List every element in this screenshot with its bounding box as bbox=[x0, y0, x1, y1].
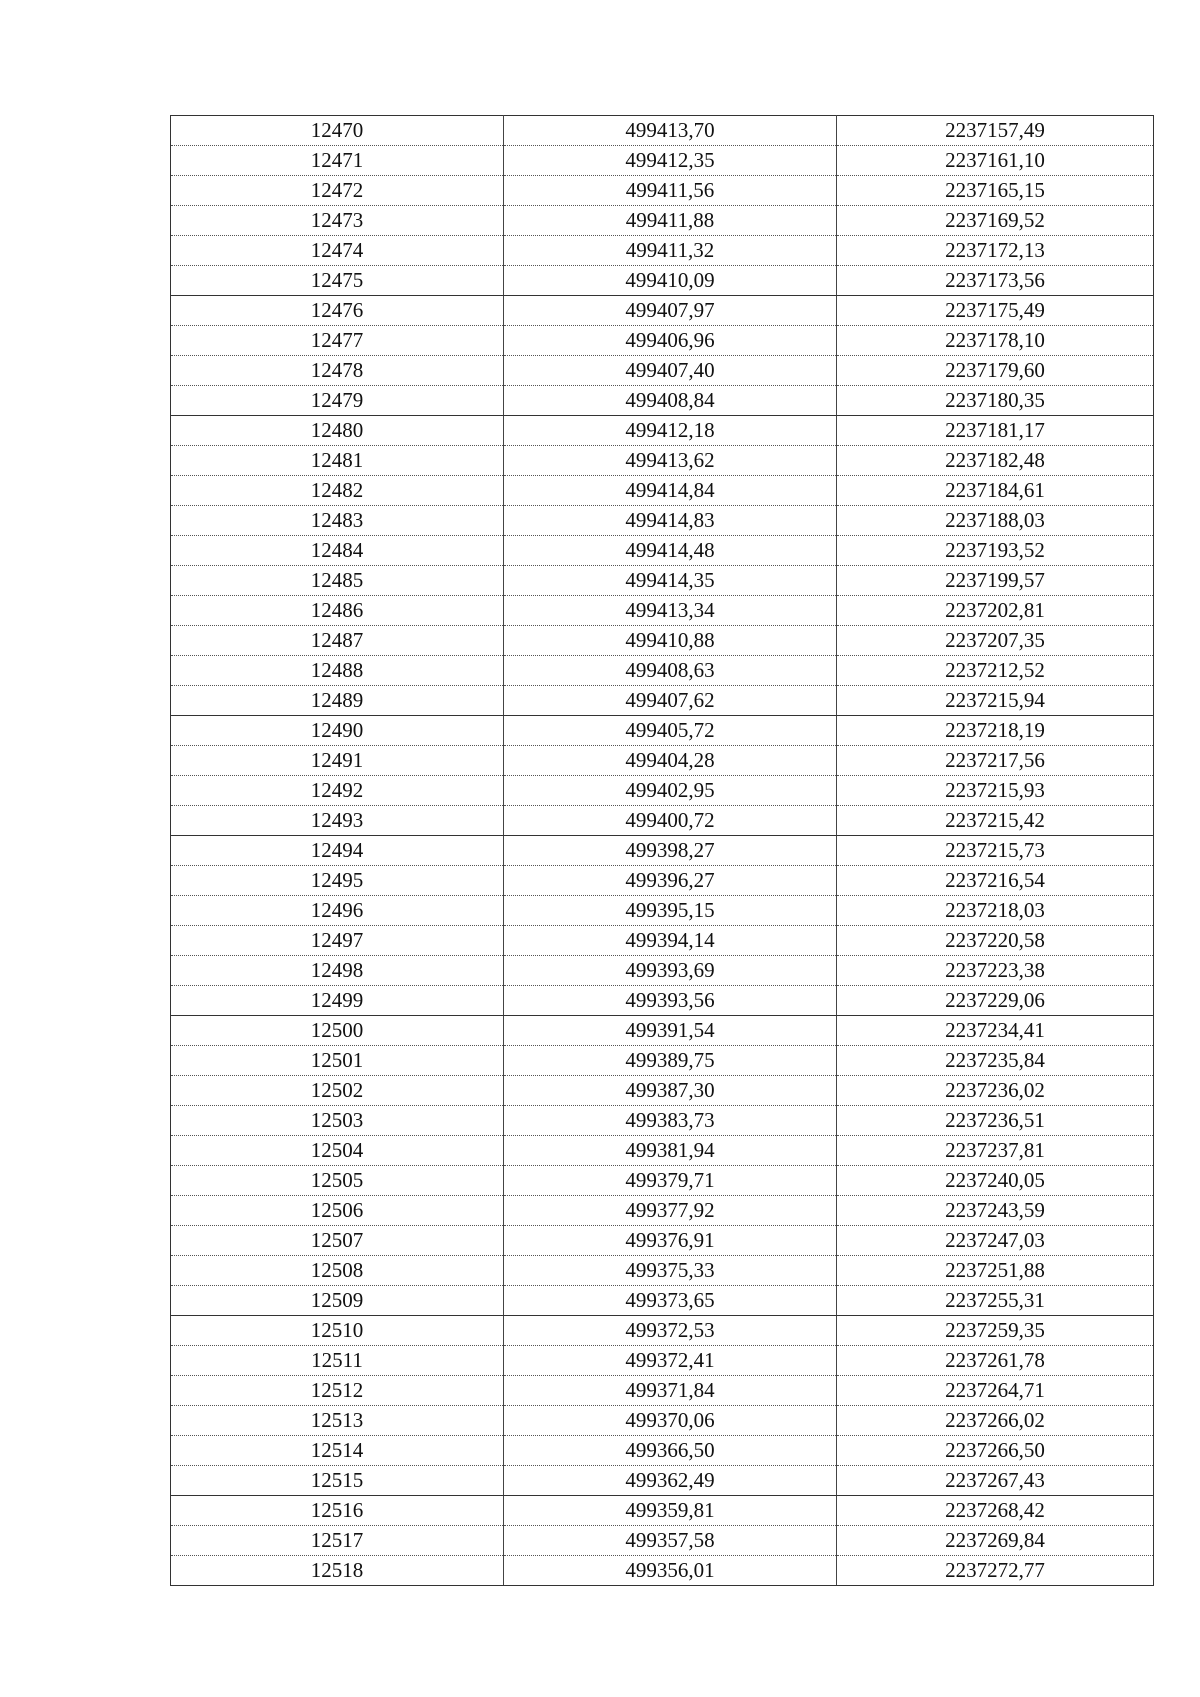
x-coordinate-cell: 499389,75 bbox=[504, 1046, 837, 1076]
y-coordinate-cell: 2237188,03 bbox=[837, 506, 1154, 536]
point-number-cell: 12510 bbox=[171, 1316, 504, 1346]
table-row bbox=[171, 1076, 1154, 1106]
point-number-cell: 12485 bbox=[171, 566, 504, 596]
table-row bbox=[171, 206, 1154, 236]
y-coordinate-cell: 2237247,03 bbox=[837, 1226, 1154, 1256]
y-coordinate-cell: 2237269,84 bbox=[837, 1526, 1154, 1556]
x-coordinate-cell: 499400,72 bbox=[504, 806, 837, 836]
point-number-cell: 12502 bbox=[171, 1076, 504, 1106]
table-row bbox=[171, 1166, 1154, 1196]
table-row bbox=[171, 326, 1154, 356]
y-coordinate-cell: 2237216,54 bbox=[837, 866, 1154, 896]
y-coordinate-cell: 2237261,78 bbox=[837, 1346, 1154, 1376]
y-coordinate-cell: 2237217,56 bbox=[837, 746, 1154, 776]
y-coordinate-cell: 2237215,73 bbox=[837, 836, 1154, 866]
point-number-cell: 12506 bbox=[171, 1196, 504, 1226]
point-number-cell: 12475 bbox=[171, 266, 504, 296]
table-row bbox=[171, 296, 1154, 326]
x-coordinate-cell: 499405,72 bbox=[504, 716, 837, 746]
y-coordinate-cell: 2237184,61 bbox=[837, 476, 1154, 506]
y-coordinate-cell: 2237215,94 bbox=[837, 686, 1154, 716]
x-coordinate-cell: 499410,88 bbox=[504, 626, 837, 656]
y-coordinate-cell: 2237199,57 bbox=[837, 566, 1154, 596]
point-number-cell: 12505 bbox=[171, 1166, 504, 1196]
y-coordinate-cell: 2237235,84 bbox=[837, 1046, 1154, 1076]
table-row bbox=[171, 416, 1154, 446]
x-coordinate-cell: 499408,63 bbox=[504, 656, 837, 686]
point-number-cell: 12507 bbox=[171, 1226, 504, 1256]
point-number-cell: 12481 bbox=[171, 446, 504, 476]
point-number-cell: 12476 bbox=[171, 296, 504, 326]
point-number-cell: 12473 bbox=[171, 206, 504, 236]
y-coordinate-cell: 2237234,41 bbox=[837, 1016, 1154, 1046]
x-coordinate-cell: 499414,48 bbox=[504, 536, 837, 566]
point-number-cell: 12503 bbox=[171, 1106, 504, 1136]
y-coordinate-cell: 2237181,17 bbox=[837, 416, 1154, 446]
point-number-cell: 12498 bbox=[171, 956, 504, 986]
y-coordinate-cell: 2237240,05 bbox=[837, 1166, 1154, 1196]
x-coordinate-cell: 499407,97 bbox=[504, 296, 837, 326]
x-coordinate-cell: 499411,56 bbox=[504, 176, 837, 206]
point-number-cell: 12509 bbox=[171, 1286, 504, 1316]
y-coordinate-cell: 2237272,77 bbox=[837, 1556, 1154, 1586]
y-coordinate-cell: 2237259,35 bbox=[837, 1316, 1154, 1346]
y-coordinate-cell: 2237172,13 bbox=[837, 236, 1154, 266]
y-coordinate-cell: 2237182,48 bbox=[837, 446, 1154, 476]
point-number-cell: 12499 bbox=[171, 986, 504, 1016]
y-coordinate-cell: 2237175,49 bbox=[837, 296, 1154, 326]
point-number-cell: 12497 bbox=[171, 926, 504, 956]
x-coordinate-cell: 499394,14 bbox=[504, 926, 837, 956]
table-row bbox=[171, 956, 1154, 986]
y-coordinate-cell: 2237267,43 bbox=[837, 1466, 1154, 1496]
y-coordinate-cell: 2237220,58 bbox=[837, 926, 1154, 956]
table-row bbox=[171, 1286, 1154, 1316]
table-row bbox=[171, 116, 1154, 146]
x-coordinate-cell: 499412,18 bbox=[504, 416, 837, 446]
table-row bbox=[171, 1436, 1154, 1466]
y-coordinate-cell: 2237212,52 bbox=[837, 656, 1154, 686]
point-number-cell: 12508 bbox=[171, 1256, 504, 1286]
point-number-cell: 12472 bbox=[171, 176, 504, 206]
y-coordinate-cell: 2237266,50 bbox=[837, 1436, 1154, 1466]
point-number-cell: 12495 bbox=[171, 866, 504, 896]
table-row bbox=[171, 926, 1154, 956]
table-row bbox=[171, 236, 1154, 266]
point-number-cell: 12488 bbox=[171, 656, 504, 686]
x-coordinate-cell: 499376,91 bbox=[504, 1226, 837, 1256]
y-coordinate-cell: 2237202,81 bbox=[837, 596, 1154, 626]
y-coordinate-cell: 2237255,31 bbox=[837, 1286, 1154, 1316]
point-number-cell: 12496 bbox=[171, 896, 504, 926]
point-number-cell: 12479 bbox=[171, 386, 504, 416]
table-row bbox=[171, 1496, 1154, 1526]
point-number-cell: 12477 bbox=[171, 326, 504, 356]
table-row bbox=[171, 1106, 1154, 1136]
table-row bbox=[171, 746, 1154, 776]
x-coordinate-cell: 499414,83 bbox=[504, 506, 837, 536]
x-coordinate-cell: 499402,95 bbox=[504, 776, 837, 806]
x-coordinate-cell: 499407,62 bbox=[504, 686, 837, 716]
x-coordinate-cell: 499410,09 bbox=[504, 266, 837, 296]
x-coordinate-cell: 499387,30 bbox=[504, 1076, 837, 1106]
point-number-cell: 12478 bbox=[171, 356, 504, 386]
table-row bbox=[171, 1046, 1154, 1076]
y-coordinate-cell: 2237179,60 bbox=[837, 356, 1154, 386]
y-coordinate-cell: 2237264,71 bbox=[837, 1376, 1154, 1406]
table-row bbox=[171, 146, 1154, 176]
x-coordinate-cell: 499391,54 bbox=[504, 1016, 837, 1046]
table-row bbox=[171, 626, 1154, 656]
point-number-cell: 12518 bbox=[171, 1556, 504, 1586]
y-coordinate-cell: 2237215,42 bbox=[837, 806, 1154, 836]
table-row bbox=[171, 1016, 1154, 1046]
table-row bbox=[171, 686, 1154, 716]
x-coordinate-cell: 499414,35 bbox=[504, 566, 837, 596]
table-row bbox=[171, 1226, 1154, 1256]
table-row bbox=[171, 476, 1154, 506]
point-number-cell: 12471 bbox=[171, 146, 504, 176]
y-coordinate-cell: 2237266,02 bbox=[837, 1406, 1154, 1436]
point-number-cell: 12482 bbox=[171, 476, 504, 506]
x-coordinate-cell: 499373,65 bbox=[504, 1286, 837, 1316]
point-number-cell: 12514 bbox=[171, 1436, 504, 1466]
x-coordinate-cell: 499414,84 bbox=[504, 476, 837, 506]
x-coordinate-cell: 499411,32 bbox=[504, 236, 837, 266]
point-number-cell: 12486 bbox=[171, 596, 504, 626]
point-number-cell: 12492 bbox=[171, 776, 504, 806]
y-coordinate-cell: 2237229,06 bbox=[837, 986, 1154, 1016]
x-coordinate-cell: 499375,33 bbox=[504, 1256, 837, 1286]
coordinates-table-body bbox=[171, 116, 1154, 1586]
x-coordinate-cell: 499377,92 bbox=[504, 1196, 837, 1226]
table-row bbox=[171, 1346, 1154, 1376]
table-row bbox=[171, 1556, 1154, 1586]
table-row bbox=[171, 176, 1154, 206]
table-row bbox=[171, 986, 1154, 1016]
table-row bbox=[171, 536, 1154, 566]
y-coordinate-cell: 2237207,35 bbox=[837, 626, 1154, 656]
point-number-cell: 12511 bbox=[171, 1346, 504, 1376]
point-number-cell: 12515 bbox=[171, 1466, 504, 1496]
y-coordinate-cell: 2237173,56 bbox=[837, 266, 1154, 296]
point-number-cell: 12494 bbox=[171, 836, 504, 866]
table-row bbox=[171, 1526, 1154, 1556]
y-coordinate-cell: 2237169,52 bbox=[837, 206, 1154, 236]
x-coordinate-cell: 499408,84 bbox=[504, 386, 837, 416]
x-coordinate-cell: 499393,56 bbox=[504, 986, 837, 1016]
x-coordinate-cell: 499362,49 bbox=[504, 1466, 837, 1496]
y-coordinate-cell: 2237251,88 bbox=[837, 1256, 1154, 1286]
table-row bbox=[171, 386, 1154, 416]
x-coordinate-cell: 499383,73 bbox=[504, 1106, 837, 1136]
x-coordinate-cell: 499372,41 bbox=[504, 1346, 837, 1376]
table-row bbox=[171, 866, 1154, 896]
point-number-cell: 12500 bbox=[171, 1016, 504, 1046]
x-coordinate-cell: 499407,40 bbox=[504, 356, 837, 386]
table-row bbox=[171, 716, 1154, 746]
x-coordinate-cell: 499398,27 bbox=[504, 836, 837, 866]
point-number-cell: 12517 bbox=[171, 1526, 504, 1556]
point-number-cell: 12504 bbox=[171, 1136, 504, 1166]
table-row bbox=[171, 1376, 1154, 1406]
y-coordinate-cell: 2237180,35 bbox=[837, 386, 1154, 416]
x-coordinate-cell: 499379,71 bbox=[504, 1166, 837, 1196]
table-row bbox=[171, 836, 1154, 866]
y-coordinate-cell: 2237161,10 bbox=[837, 146, 1154, 176]
y-coordinate-cell: 2237243,59 bbox=[837, 1196, 1154, 1226]
y-coordinate-cell: 2237268,42 bbox=[837, 1496, 1154, 1526]
x-coordinate-cell: 499411,88 bbox=[504, 206, 837, 236]
x-coordinate-cell: 499413,34 bbox=[504, 596, 837, 626]
point-number-cell: 12483 bbox=[171, 506, 504, 536]
point-number-cell: 12516 bbox=[171, 1496, 504, 1526]
table-row bbox=[171, 776, 1154, 806]
x-coordinate-cell: 499356,01 bbox=[504, 1556, 837, 1586]
x-coordinate-cell: 499393,69 bbox=[504, 956, 837, 986]
y-coordinate-cell: 2237236,02 bbox=[837, 1076, 1154, 1106]
table-row bbox=[171, 1256, 1154, 1286]
point-number-cell: 12490 bbox=[171, 716, 504, 746]
x-coordinate-cell: 499404,28 bbox=[504, 746, 837, 776]
x-coordinate-cell: 499359,81 bbox=[504, 1496, 837, 1526]
x-coordinate-cell: 499370,06 bbox=[504, 1406, 837, 1436]
x-coordinate-cell: 499381,94 bbox=[504, 1136, 837, 1166]
y-coordinate-cell: 2237165,15 bbox=[837, 176, 1154, 206]
table-row bbox=[171, 1406, 1154, 1436]
point-number-cell: 12491 bbox=[171, 746, 504, 776]
point-number-cell: 12513 bbox=[171, 1406, 504, 1436]
point-number-cell: 12484 bbox=[171, 536, 504, 566]
table-row bbox=[171, 1136, 1154, 1166]
point-number-cell: 12487 bbox=[171, 626, 504, 656]
table-row bbox=[171, 266, 1154, 296]
point-number-cell: 12493 bbox=[171, 806, 504, 836]
x-coordinate-cell: 499395,15 bbox=[504, 896, 837, 926]
x-coordinate-cell: 499396,27 bbox=[504, 866, 837, 896]
table-row bbox=[171, 446, 1154, 476]
table-row bbox=[171, 596, 1154, 626]
y-coordinate-cell: 2237237,81 bbox=[837, 1136, 1154, 1166]
table-row bbox=[171, 896, 1154, 926]
point-number-cell: 12512 bbox=[171, 1376, 504, 1406]
point-number-cell: 12489 bbox=[171, 686, 504, 716]
y-coordinate-cell: 2237178,10 bbox=[837, 326, 1154, 356]
x-coordinate-cell: 499406,96 bbox=[504, 326, 837, 356]
table-row bbox=[171, 1196, 1154, 1226]
table-row bbox=[171, 356, 1154, 386]
y-coordinate-cell: 2237223,38 bbox=[837, 956, 1154, 986]
x-coordinate-cell: 499412,35 bbox=[504, 146, 837, 176]
table-row bbox=[171, 1316, 1154, 1346]
y-coordinate-cell: 2237193,52 bbox=[837, 536, 1154, 566]
table-row bbox=[171, 806, 1154, 836]
x-coordinate-cell: 499413,62 bbox=[504, 446, 837, 476]
table-row bbox=[171, 1466, 1154, 1496]
point-number-cell: 12480 bbox=[171, 416, 504, 446]
x-coordinate-cell: 499366,50 bbox=[504, 1436, 837, 1466]
x-coordinate-cell: 499357,58 bbox=[504, 1526, 837, 1556]
y-coordinate-cell: 2237215,93 bbox=[837, 776, 1154, 806]
x-coordinate-cell: 499371,84 bbox=[504, 1376, 837, 1406]
point-number-cell: 12474 bbox=[171, 236, 504, 266]
table-row bbox=[171, 506, 1154, 536]
y-coordinate-cell: 2237218,03 bbox=[837, 896, 1154, 926]
x-coordinate-cell: 499413,70 bbox=[504, 116, 837, 146]
y-coordinate-cell: 2237218,19 bbox=[837, 716, 1154, 746]
y-coordinate-cell: 2237236,51 bbox=[837, 1106, 1154, 1136]
point-number-cell: 12470 bbox=[171, 116, 504, 146]
x-coordinate-cell: 499372,53 bbox=[504, 1316, 837, 1346]
point-number-cell: 12501 bbox=[171, 1046, 504, 1076]
table-row bbox=[171, 656, 1154, 686]
coordinates-table bbox=[170, 115, 1154, 1586]
y-coordinate-cell: 2237157,49 bbox=[837, 116, 1154, 146]
table-row bbox=[171, 566, 1154, 596]
